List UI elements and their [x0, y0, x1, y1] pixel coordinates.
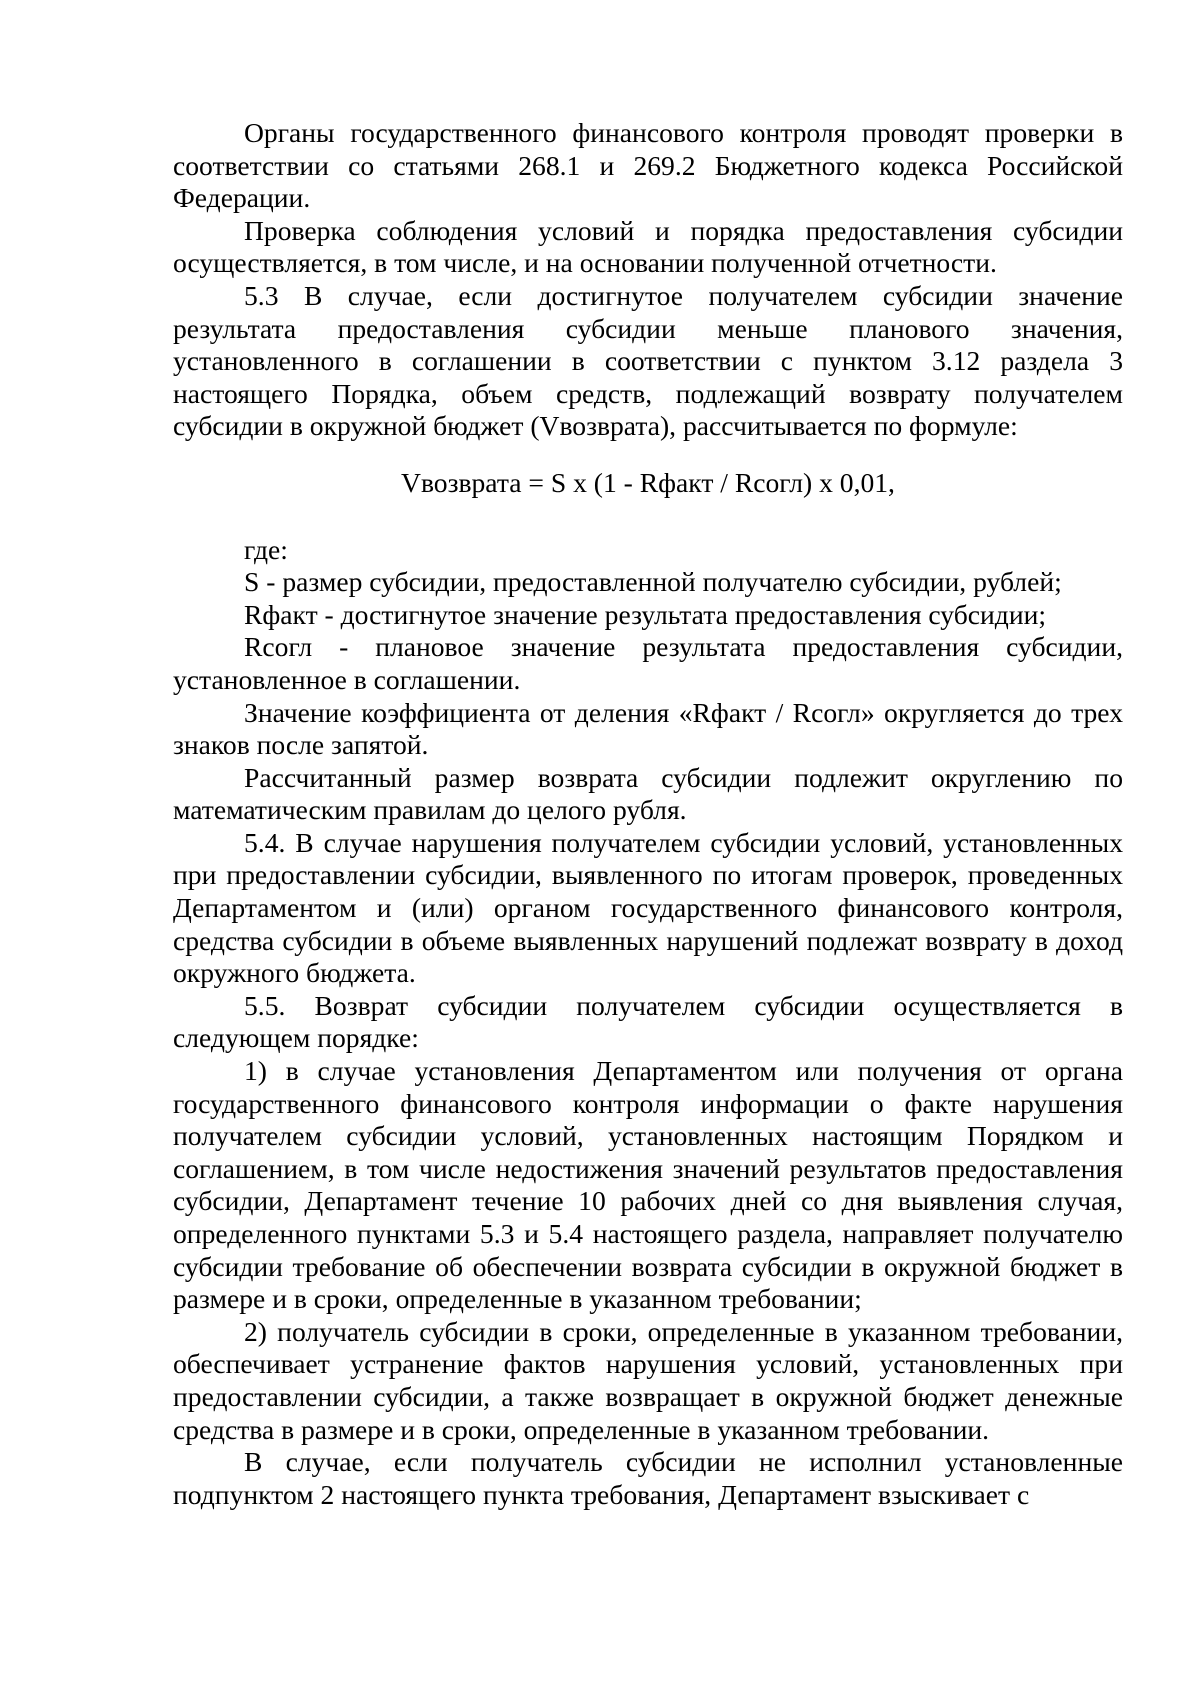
document-body — [173, 117, 1123, 1511]
paragraph-5-4: 5.4. В случае нарушения получателем субсидии условий, установленных при предоставлении субсидии, выявленного по итогам проверок, проведенных Департаментом и (или) органом государственного финансового контроля, средства субсидии в объеме выявленных нарушений подлежат возврату в доход окружного бюджета. — [173, 826, 1123, 989]
definition-rsogl: Rсогл - плановое значение результата предоставления субсидии, установленное в соглашении. — [173, 631, 1123, 695]
paragraph-audit-bodies: Органы государственного финансового контроля проводят проверки в соответствии со статьями 268.1 и 269.2 Бюджетного кодекса Российской Федерации. — [173, 117, 1123, 214]
definition-s: S - размер субсидии, предоставленной получателю субсидии, рублей; — [244, 566, 1062, 598]
paragraph-compliance-check: Проверка соблюдения условий и порядка предоставления субсидии осуществляется, в том числе, и на основании полученной отчетности. — [173, 214, 1123, 279]
paragraph-coefficient-rounding: Значение коэффициента от деления «Rфакт / Rсогл» округляется до трех знаков после запятой. — [173, 696, 1123, 761]
return-formula: Vвозврата = S x (1 - Rфакт / Rсогл) x 0,01, — [401, 466, 895, 498]
paragraph-item-1: 1) в случае установления Департаментом или получения от органа государственного финансового контроля информации о факте нарушения получателем субсидии условий, установленных настоящим Порядком и соглашением, в том числе недостижения значений результатов предоставления субсидии, Департамент течение 10 рабочих дней со дня выявления случая, определенного пунктами 5.3 и 5.4 настоящего раздела, направляет получателю субсидии требование об обеспечении возврата субсидии в окружной бюджет в размере и в сроки, определенные в указанном требовании; — [173, 1055, 1123, 1315]
paragraph-5-5: 5.5. Возврат субсидии получателем субсидии осуществляется в следующем порядке: — [173, 989, 1123, 1054]
paragraph-5-3: 5.3 В случае, если достигнутое получателем субсидии значение результата предоставления субсидии меньше планового значения, установленного в соглашении в соответствии с пунктом 3.12 раздела 3 настоящего Порядка, объем средств, подлежащий возврату получателем субсидии в окружной бюджет (Vвозврата), рассчитывается по формуле: — [173, 279, 1123, 442]
definition-rfact: Rфакт - достигнутое значение результата предоставления субсидии; — [244, 598, 1047, 630]
paragraph-where: где: — [244, 533, 288, 565]
paragraph-item-2: 2) получатель субсидии в сроки, определенные в указанном требовании, обеспечивает устранение фактов нарушения условий, установленных при предоставлении субсидии, а также возвращает в окружной бюджет денежные средства в размере и в сроки, определенные в указанном требовании. — [173, 1315, 1123, 1445]
paragraph-enforcement: В случае, если получатель субсидии не исполнил установленные подпунктом 2 настоящего пункта требования, Департамент взыскивает с — [173, 1446, 1123, 1510]
paragraph-amount-rounding: Рассчитанный размер возврата субсидии подлежит округлению по математическим правилам до целого рубля. — [173, 761, 1123, 826]
